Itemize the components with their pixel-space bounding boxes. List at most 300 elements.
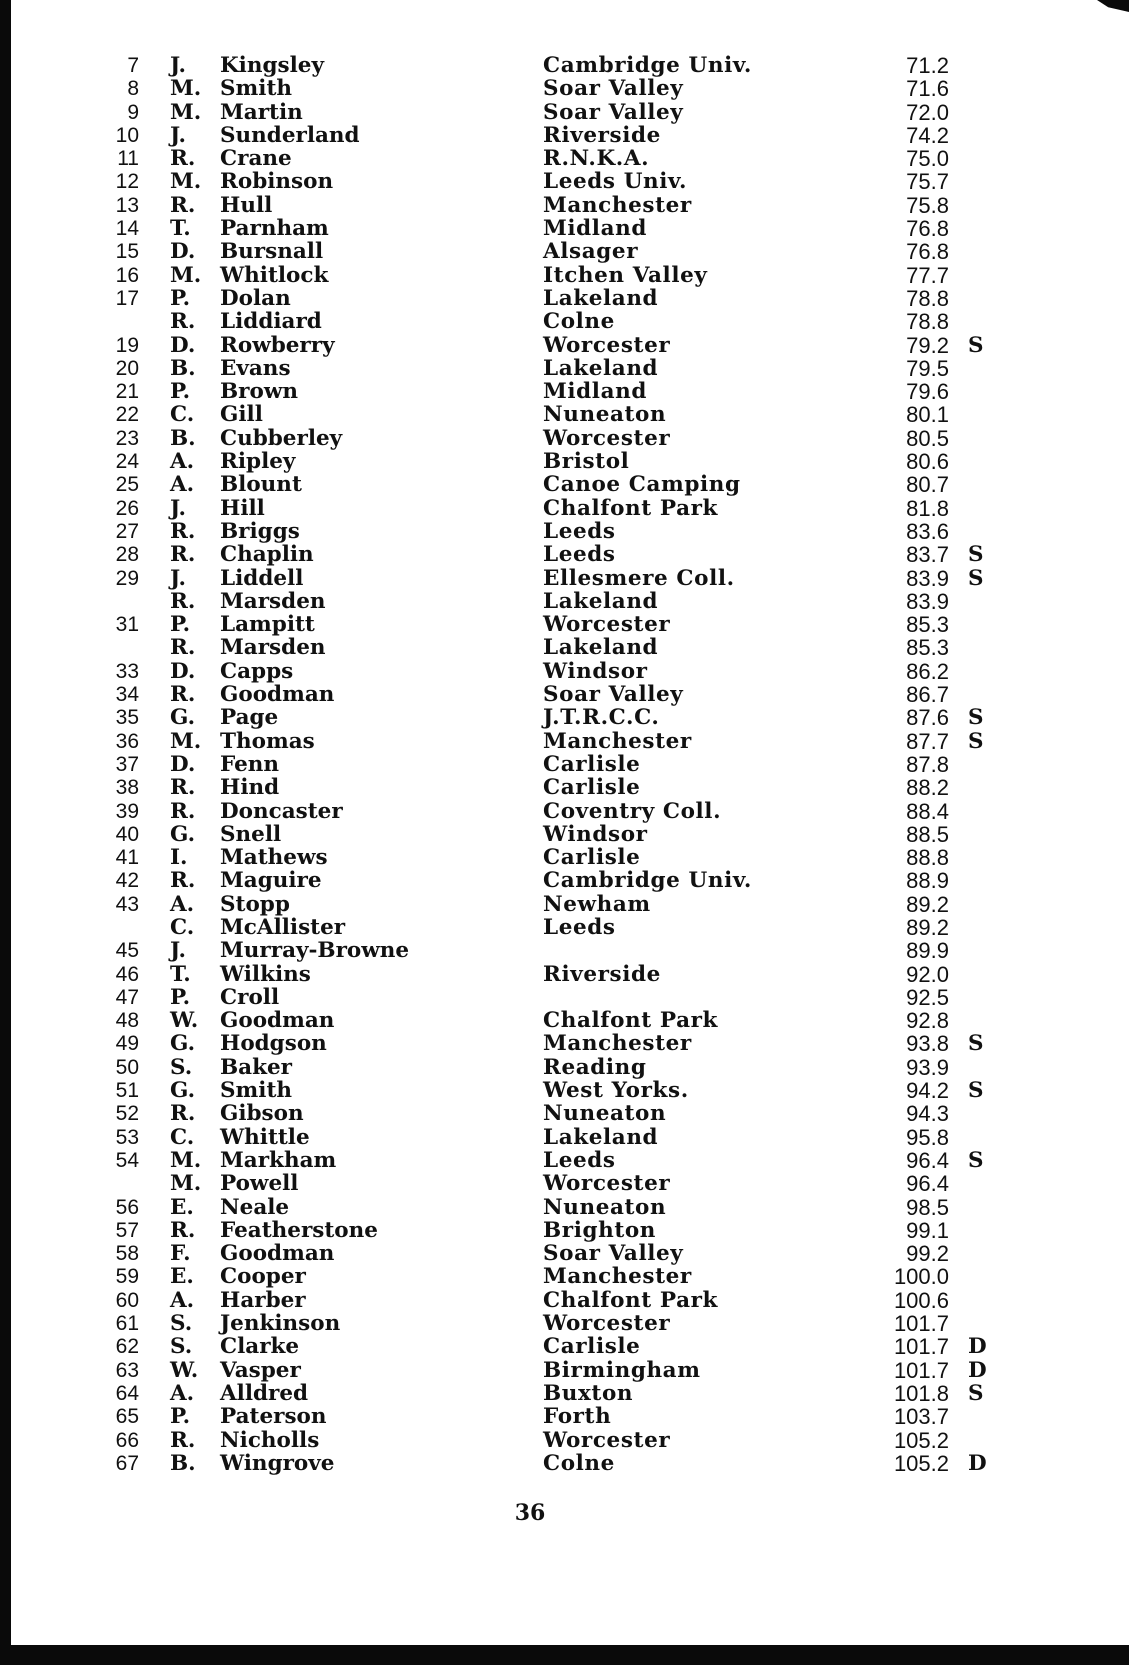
result-initial: B. bbox=[170, 1450, 196, 1476]
result-club: Chalfont Park bbox=[543, 495, 719, 521]
result-initial: R. bbox=[170, 192, 196, 218]
result-initial: F. bbox=[170, 1241, 191, 1267]
result-initial: G. bbox=[170, 705, 196, 731]
result-surname: Evans bbox=[220, 355, 291, 381]
scan-corner-mark bbox=[1097, 0, 1129, 12]
result-place: 13 bbox=[115, 193, 139, 217]
result-club: Colne bbox=[543, 1450, 615, 1476]
result-initial: J. bbox=[170, 122, 186, 148]
table-row bbox=[0, 473, 1129, 496]
result-place: 56 bbox=[115, 1195, 139, 1219]
result-place: 7 bbox=[127, 54, 139, 77]
result-club: Carlisle bbox=[543, 775, 641, 801]
result-club: Midland bbox=[543, 379, 647, 405]
result-surname: Goodman bbox=[220, 1241, 335, 1267]
result-club: Nuneaton bbox=[543, 402, 667, 428]
result-time: 79.5 bbox=[906, 355, 949, 381]
result-flag: S bbox=[968, 728, 984, 754]
table-row bbox=[0, 846, 1129, 869]
result-initial: R. bbox=[170, 868, 196, 894]
result-initial: C. bbox=[170, 1124, 195, 1150]
result-time: 83.6 bbox=[906, 518, 949, 544]
result-place: 43 bbox=[115, 892, 139, 916]
result-place: 49 bbox=[115, 1032, 139, 1056]
result-surname: Gill bbox=[220, 402, 263, 428]
result-initial: A. bbox=[170, 1287, 195, 1313]
result-surname: Crane bbox=[220, 146, 292, 172]
result-place: 14 bbox=[115, 217, 139, 241]
result-place: 57 bbox=[115, 1218, 139, 1242]
result-place: 9 bbox=[127, 100, 139, 124]
result-club: Midland bbox=[543, 216, 647, 242]
result-initial: J. bbox=[170, 495, 186, 521]
scan-border-bottom bbox=[0, 1645, 1129, 1665]
result-time: 85.3 bbox=[906, 612, 949, 638]
result-club: Bristol bbox=[543, 449, 630, 475]
result-time: 96.4 bbox=[906, 1147, 949, 1173]
table-row bbox=[0, 77, 1129, 100]
result-initial: G. bbox=[170, 1031, 196, 1057]
result-place: 53 bbox=[115, 1125, 139, 1149]
result-surname: Brown bbox=[220, 379, 298, 405]
page-number: 36 bbox=[514, 1500, 546, 1526]
result-time: 74.2 bbox=[906, 122, 949, 148]
result-flag: S bbox=[968, 1380, 984, 1406]
table-row bbox=[0, 1429, 1129, 1452]
result-initial: P. bbox=[170, 612, 191, 638]
result-club: Buxton bbox=[543, 1380, 634, 1406]
result-time: 79.6 bbox=[906, 379, 949, 405]
result-surname: Wilkins bbox=[220, 961, 311, 987]
result-surname: Kingsley bbox=[220, 53, 324, 78]
result-club: Windsor bbox=[543, 658, 648, 684]
result-place: 35 bbox=[115, 706, 139, 730]
table-row bbox=[0, 1079, 1129, 1102]
table-row bbox=[0, 1172, 1129, 1195]
result-initial: B. bbox=[170, 355, 196, 381]
result-club: Manchester bbox=[543, 1031, 692, 1057]
result-time: 92.8 bbox=[906, 1008, 949, 1034]
result-time: 105.2 bbox=[893, 1450, 949, 1476]
result-surname: Smith bbox=[220, 1078, 293, 1104]
result-place: 20 bbox=[115, 356, 139, 380]
result-initial: D. bbox=[170, 332, 196, 358]
table-row bbox=[0, 869, 1129, 892]
result-place: 17 bbox=[115, 286, 139, 310]
result-club: Carlisle bbox=[543, 845, 641, 871]
result-initial: R. bbox=[170, 518, 196, 544]
result-flag: S bbox=[968, 1031, 984, 1057]
table-row bbox=[0, 54, 1129, 77]
result-time: 89.9 bbox=[906, 938, 949, 964]
result-club: Leeds bbox=[543, 542, 616, 568]
result-initial: A. bbox=[170, 449, 195, 475]
result-initial: R. bbox=[170, 1427, 196, 1453]
result-club: Worcester bbox=[543, 612, 671, 638]
result-time: 80.1 bbox=[906, 402, 949, 428]
result-surname: Hull bbox=[220, 192, 273, 218]
table-row bbox=[0, 613, 1129, 636]
result-surname: Murray-Browne bbox=[220, 938, 410, 964]
result-time: 100.0 bbox=[893, 1264, 949, 1290]
table-row bbox=[0, 1289, 1129, 1312]
result-initial: J. bbox=[170, 938, 186, 964]
result-place: 64 bbox=[115, 1381, 139, 1405]
table-row bbox=[0, 986, 1129, 1009]
result-surname: Nicholls bbox=[220, 1427, 320, 1453]
result-surname: Briggs bbox=[220, 518, 300, 544]
result-club: Itchen Valley bbox=[543, 262, 708, 288]
result-place: 12 bbox=[115, 170, 139, 194]
table-row bbox=[0, 357, 1129, 380]
result-surname: Martin bbox=[220, 99, 303, 125]
result-surname: Rowberry bbox=[220, 332, 335, 358]
result-club: Soar Valley bbox=[543, 76, 684, 102]
result-place: 61 bbox=[115, 1312, 139, 1336]
table-row bbox=[0, 194, 1129, 217]
result-initial: T. bbox=[170, 961, 191, 987]
result-club: Soar Valley bbox=[543, 682, 684, 708]
result-time: 87.8 bbox=[906, 751, 949, 777]
result-place: 24 bbox=[115, 450, 139, 474]
results-table bbox=[0, 54, 1129, 1475]
result-initial: G. bbox=[170, 821, 196, 847]
table-row bbox=[0, 543, 1129, 566]
result-surname: Cooper bbox=[220, 1264, 306, 1290]
result-place: 28 bbox=[115, 543, 139, 567]
result-time: 79.2 bbox=[906, 332, 949, 358]
table-row bbox=[0, 1102, 1129, 1125]
result-club: Colne bbox=[543, 309, 615, 335]
result-place: 46 bbox=[115, 962, 139, 986]
result-place: 23 bbox=[115, 426, 139, 450]
result-club: Nuneaton bbox=[543, 1194, 667, 1220]
table-row bbox=[0, 450, 1129, 473]
result-surname: Hind bbox=[220, 775, 280, 801]
result-club: Windsor bbox=[543, 821, 648, 847]
result-surname: Liddiard bbox=[220, 309, 322, 335]
result-initial: R. bbox=[170, 775, 196, 801]
result-surname: Harber bbox=[220, 1287, 306, 1313]
result-club: Manchester bbox=[543, 728, 692, 754]
result-surname: Thomas bbox=[220, 728, 315, 754]
result-place: 31 bbox=[115, 613, 139, 637]
result-place: 47 bbox=[115, 985, 139, 1009]
result-club: Leeds Univ. bbox=[543, 169, 688, 195]
result-club: Coventry Coll. bbox=[543, 798, 722, 824]
result-surname: Snell bbox=[220, 821, 282, 847]
table-row bbox=[0, 1032, 1129, 1055]
table-row bbox=[0, 567, 1129, 590]
result-place: 63 bbox=[115, 1358, 139, 1382]
result-club: Lakeland bbox=[543, 588, 659, 614]
result-place: 36 bbox=[115, 729, 139, 753]
result-initial: M. bbox=[170, 76, 202, 102]
result-initial: D. bbox=[170, 239, 196, 265]
result-place: 54 bbox=[115, 1148, 139, 1172]
result-surname: Goodman bbox=[220, 1008, 335, 1034]
result-flag: S bbox=[968, 542, 984, 568]
result-surname: Featherstone bbox=[220, 1217, 378, 1243]
table-row bbox=[0, 147, 1129, 170]
result-time: 101.7 bbox=[893, 1311, 949, 1337]
result-club: Alsager bbox=[543, 239, 639, 265]
table-row bbox=[0, 963, 1129, 986]
result-initial: P. bbox=[170, 984, 191, 1010]
result-time: 78.8 bbox=[906, 309, 949, 335]
result-place: 58 bbox=[115, 1242, 139, 1266]
result-initial: W. bbox=[170, 1357, 199, 1383]
result-initial: J. bbox=[170, 565, 186, 591]
result-time: 99.2 bbox=[906, 1241, 949, 1267]
result-time: 94.3 bbox=[906, 1101, 949, 1127]
result-surname: Baker bbox=[220, 1054, 293, 1080]
result-club: Riverside bbox=[543, 961, 661, 987]
result-time: 78.8 bbox=[906, 285, 949, 311]
table-row bbox=[0, 240, 1129, 263]
result-club: Leeds bbox=[543, 914, 616, 940]
result-club: Chalfont Park bbox=[543, 1008, 719, 1034]
result-surname: Marsden bbox=[220, 635, 326, 661]
result-initial: P. bbox=[170, 285, 191, 311]
result-club: West Yorks. bbox=[543, 1078, 689, 1104]
result-place: 66 bbox=[115, 1428, 139, 1452]
table-row bbox=[0, 730, 1129, 753]
result-time: 93.8 bbox=[906, 1031, 949, 1057]
result-place: 10 bbox=[115, 123, 139, 147]
result-time: 71.6 bbox=[906, 76, 949, 102]
table-row bbox=[0, 590, 1129, 613]
result-place: 38 bbox=[115, 776, 139, 800]
result-surname: Vasper bbox=[220, 1357, 301, 1383]
result-initial: M. bbox=[170, 262, 202, 288]
table-row bbox=[0, 1335, 1129, 1358]
result-surname: Liddell bbox=[220, 565, 304, 591]
result-club: Birmingham bbox=[543, 1357, 701, 1383]
result-place: 65 bbox=[115, 1405, 139, 1429]
result-time: 87.7 bbox=[906, 728, 949, 754]
result-time: 80.6 bbox=[906, 449, 949, 475]
result-time: 95.8 bbox=[906, 1124, 949, 1150]
result-initial: R. bbox=[170, 542, 196, 568]
result-time: 72.0 bbox=[906, 99, 949, 125]
result-time: 105.2 bbox=[893, 1427, 949, 1453]
result-surname: Gibson bbox=[220, 1101, 304, 1127]
result-time: 83.9 bbox=[906, 565, 949, 591]
result-initial: R. bbox=[170, 309, 196, 335]
result-surname: Stopp bbox=[220, 891, 290, 917]
result-initial: R. bbox=[170, 635, 196, 661]
result-club: Leeds bbox=[543, 518, 616, 544]
result-surname: Wingrove bbox=[220, 1450, 335, 1476]
result-initial: G. bbox=[170, 1078, 196, 1104]
result-initial: R. bbox=[170, 146, 196, 172]
table-row bbox=[0, 427, 1129, 450]
result-time: 92.5 bbox=[906, 984, 949, 1010]
result-flag: D bbox=[968, 1450, 987, 1476]
table-row bbox=[0, 823, 1129, 846]
result-initial: M. bbox=[170, 99, 202, 125]
result-initial: S. bbox=[170, 1311, 193, 1337]
result-surname: Jenkinson bbox=[220, 1311, 341, 1337]
result-time: 96.4 bbox=[906, 1171, 949, 1197]
result-initial: M. bbox=[170, 1147, 202, 1173]
result-initial: P. bbox=[170, 1404, 191, 1430]
table-row bbox=[0, 1126, 1129, 1149]
result-surname: Markham bbox=[220, 1147, 337, 1173]
table-row bbox=[0, 800, 1129, 823]
result-club: Worcester bbox=[543, 1311, 671, 1337]
result-club: Lakeland bbox=[543, 635, 659, 661]
result-time: 87.6 bbox=[906, 705, 949, 731]
result-time: 101.7 bbox=[893, 1334, 949, 1360]
table-row bbox=[0, 1312, 1129, 1335]
result-surname: McAllister bbox=[220, 914, 346, 940]
result-club: Forth bbox=[543, 1404, 612, 1430]
table-row bbox=[0, 939, 1129, 962]
result-club: Leeds bbox=[543, 1147, 616, 1173]
result-place: 26 bbox=[115, 496, 139, 520]
result-club: Lakeland bbox=[543, 1124, 659, 1150]
table-row bbox=[0, 776, 1129, 799]
table-row bbox=[0, 497, 1129, 520]
result-initial: A. bbox=[170, 891, 195, 917]
result-place: 62 bbox=[115, 1335, 139, 1359]
result-club: Brighton bbox=[543, 1217, 657, 1243]
result-surname: Parnham bbox=[220, 216, 329, 242]
result-surname: Capps bbox=[220, 658, 294, 684]
result-club: Soar Valley bbox=[543, 1241, 684, 1267]
result-surname: Dolan bbox=[220, 285, 291, 311]
result-place: 21 bbox=[115, 380, 139, 404]
result-club: Manchester bbox=[543, 192, 692, 218]
result-club: Carlisle bbox=[543, 1334, 641, 1360]
result-time: 77.7 bbox=[906, 262, 949, 288]
result-time: 86.7 bbox=[906, 682, 949, 708]
table-row bbox=[0, 660, 1129, 683]
result-place: 39 bbox=[115, 799, 139, 823]
result-surname: Neale bbox=[220, 1194, 290, 1220]
result-place: 11 bbox=[117, 147, 139, 171]
table-row bbox=[0, 1219, 1129, 1242]
result-initial: I. bbox=[170, 845, 188, 871]
result-time: 100.6 bbox=[893, 1287, 949, 1313]
result-club: Worcester bbox=[543, 332, 671, 358]
result-time: 101.7 bbox=[893, 1357, 949, 1383]
table-row bbox=[0, 1359, 1129, 1382]
result-surname: Cubberley bbox=[220, 425, 343, 451]
table-row bbox=[0, 217, 1129, 240]
table-row bbox=[0, 264, 1129, 287]
result-surname: Paterson bbox=[220, 1404, 327, 1430]
result-place: 40 bbox=[115, 822, 139, 846]
result-surname: Goodman bbox=[220, 682, 335, 708]
result-time: 71.2 bbox=[906, 53, 949, 78]
table-row bbox=[0, 636, 1129, 659]
table-row bbox=[0, 1452, 1129, 1475]
result-initial: B. bbox=[170, 425, 196, 451]
table-row bbox=[0, 1265, 1129, 1288]
result-place: 25 bbox=[115, 473, 139, 497]
result-time: 85.3 bbox=[906, 635, 949, 661]
result-initial: R. bbox=[170, 682, 196, 708]
table-row bbox=[0, 1009, 1129, 1032]
result-club: Cambridge Univ. bbox=[543, 868, 752, 894]
result-initial: R. bbox=[170, 1217, 196, 1243]
result-flag: D bbox=[968, 1357, 987, 1383]
result-place: 41 bbox=[115, 846, 139, 870]
result-place: 59 bbox=[115, 1265, 139, 1289]
table-row bbox=[0, 310, 1129, 333]
result-club: Soar Valley bbox=[543, 99, 684, 125]
result-initial: M. bbox=[170, 1171, 202, 1197]
result-club: Lakeland bbox=[543, 285, 659, 311]
result-initial: D. bbox=[170, 658, 196, 684]
result-surname: Mathews bbox=[220, 845, 328, 871]
result-surname: Hill bbox=[220, 495, 265, 521]
result-surname: Marsden bbox=[220, 588, 326, 614]
table-row bbox=[0, 287, 1129, 310]
result-surname: Ripley bbox=[220, 449, 296, 475]
result-initial: A. bbox=[170, 1380, 195, 1406]
result-club: Chalfont Park bbox=[543, 1287, 719, 1313]
result-initial: S. bbox=[170, 1054, 193, 1080]
result-surname: Robinson bbox=[220, 169, 334, 195]
result-flag: D bbox=[968, 1334, 987, 1360]
result-surname: Maguire bbox=[220, 868, 322, 894]
result-place: 19 bbox=[115, 333, 139, 357]
result-initial: R. bbox=[170, 1101, 196, 1127]
result-club: Canoe Camping bbox=[543, 472, 741, 498]
result-initial: J. bbox=[170, 53, 186, 78]
result-time: 92.0 bbox=[906, 961, 949, 987]
result-surname: Powell bbox=[220, 1171, 299, 1197]
result-place: 67 bbox=[115, 1451, 139, 1475]
result-flag: S bbox=[968, 1147, 984, 1173]
result-flag: S bbox=[968, 1078, 984, 1104]
table-row bbox=[0, 403, 1129, 426]
result-surname: Chaplin bbox=[220, 542, 314, 568]
result-time: 76.8 bbox=[906, 239, 949, 265]
result-time: 89.2 bbox=[906, 914, 949, 940]
result-time: 83.9 bbox=[906, 588, 949, 614]
table-row bbox=[0, 170, 1129, 193]
table-row bbox=[0, 1242, 1129, 1265]
result-surname: Smith bbox=[220, 76, 293, 102]
result-club: R.N.K.A. bbox=[543, 146, 650, 172]
result-place: 45 bbox=[115, 939, 139, 963]
result-initial: A. bbox=[170, 472, 195, 498]
table-row bbox=[0, 706, 1129, 729]
result-time: 103.7 bbox=[893, 1404, 949, 1430]
result-initial: D. bbox=[170, 751, 196, 777]
result-surname: Clarke bbox=[220, 1334, 300, 1360]
table-row bbox=[0, 753, 1129, 776]
table-row bbox=[0, 1196, 1129, 1219]
result-surname: Doncaster bbox=[220, 798, 343, 824]
result-place: 52 bbox=[115, 1102, 139, 1126]
result-initial: R. bbox=[170, 798, 196, 824]
result-surname: Whitlock bbox=[220, 262, 329, 288]
result-time: 88.4 bbox=[906, 798, 949, 824]
table-row bbox=[0, 893, 1129, 916]
result-place: 48 bbox=[115, 1009, 139, 1033]
result-initial: R. bbox=[170, 588, 196, 614]
result-initial: C. bbox=[170, 402, 195, 428]
result-surname: Lampitt bbox=[220, 612, 315, 638]
result-club: Worcester bbox=[543, 425, 671, 451]
result-time: 94.2 bbox=[906, 1078, 949, 1104]
